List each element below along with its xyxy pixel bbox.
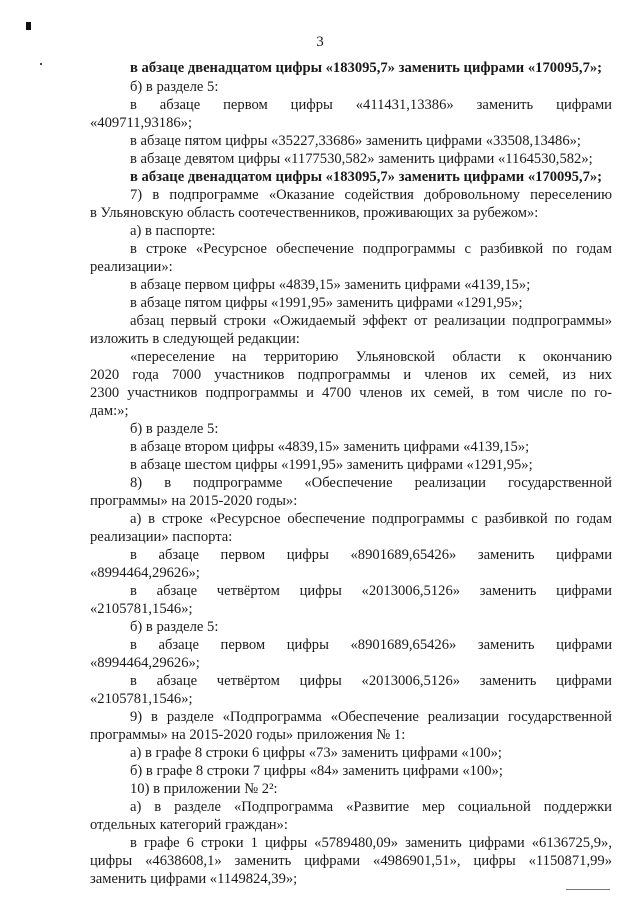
text-line: в абзаце первом цифры «8901689,65426» заменить цифрами: [130, 547, 612, 563]
text-line: в абзаце пятом цифры «35227,33686» заменить цифрами «33508,13486»;: [130, 133, 581, 149]
scan-mark: [26, 22, 31, 30]
scan-dot: [40, 63, 42, 65]
text-line: в строке «Ресурсное обеспечение подпрограммы с разбивкой по годам: [130, 241, 612, 257]
text-line: 2300 участников подпрограммы и 4700 членов их семей, в том числе по го-: [90, 385, 612, 401]
text-line: «переселение на территорию Ульяновской области к окончанию: [130, 349, 612, 365]
text-line: «8994464,29626»;: [90, 565, 200, 581]
text-line: реализации» паспорта:: [90, 529, 233, 545]
text-line: а) в графе 8 строки 6 цифры «73» заменить цифрами «100»;: [130, 745, 502, 761]
text-line: дам:»;: [90, 403, 129, 419]
text-line: 8) в подпрограмме «Обеспечение реализации государственной: [130, 475, 612, 491]
text-line: в абзаце первом цифры «411431,13386» заменить цифрами: [130, 97, 612, 113]
text-line: «2105781,1546»;: [90, 691, 193, 707]
text-line: б) в разделе 5:: [130, 619, 219, 635]
text-line: отдельных категорий граждан»:: [90, 817, 288, 833]
text-line: в абзаце четвёртом цифры «2013006,5126» заменить цифрами: [130, 583, 612, 599]
text-line: цифры «4638608,1» заменить цифрами «4986901,51», цифры «1150871,99»: [90, 853, 612, 869]
text-line: 9) в разделе «Подпрограмма «Обеспечение реализации государственной: [130, 709, 612, 725]
text-line: заменить цифрами «1149824,39»;: [90, 871, 298, 887]
text-line: в абзаце первом цифры «8901689,65426» заменить цифрами: [130, 637, 612, 653]
text-line: б) в графе 8 строки 7 цифры «84» заменить цифрами «100»;: [130, 763, 503, 779]
text-line: в абзаце втором цифры «4839,15» заменить цифрами «4139,15»;: [130, 439, 530, 455]
text-line: а) в паспорте:: [130, 223, 216, 239]
text-line: программы» на 2015-2020 годы» приложения № 1:: [90, 727, 406, 743]
text-line: абзац первый строки «Ожидаемый эффект от реализации подпрограммы»: [130, 313, 612, 329]
footer-line: [566, 889, 610, 890]
text-line: 2020 года 7000 участников подпрограммы и членов их семей, из них: [90, 367, 612, 383]
text-line: а) в разделе «Подпрограмма «Развитие мер социальной поддержки: [130, 799, 612, 815]
text-line: в абзаце двенадцатом цифры «183095,7» заменить цифрами «170095,7»;: [130, 60, 603, 76]
text-line: в абзаце девятом цифры «1177530,582» заменить цифрами «1164530,582»;: [130, 151, 593, 167]
text-line: «8994464,29626»;: [90, 655, 200, 671]
text-line: б) в разделе 5:: [130, 421, 219, 437]
text-line: в Ульяновскую область соотечественников, проживающих за рубежом»:: [90, 205, 539, 221]
text-line: программы» на 2015-2020 годы»:: [90, 493, 298, 509]
text-line: б) в разделе 5:: [130, 79, 219, 95]
text-line: а) в строке «Ресурсное обеспечение подпрограммы с разбивкой по годам: [130, 511, 612, 527]
text-line: в абзаце двенадцатом цифры «183095,7» заменить цифрами «170095,7»;: [130, 169, 603, 185]
text-line: в абзаце шестом цифры «1991,95» заменить цифрами «1291,95»;: [130, 457, 533, 473]
text-line: «2105781,1546»;: [90, 601, 193, 617]
text-line: 10) в приложении № 2²:: [130, 781, 278, 797]
text-line: реализации»:: [90, 259, 173, 275]
text-line: в абзаце четвёртом цифры «2013006,5126» заменить цифрами: [130, 673, 612, 689]
page-number: 3: [316, 34, 324, 50]
text-line: «409711,93186»;: [90, 115, 193, 131]
text-line: 7) в подпрограмме «Оказание содействия добровольному переселению: [130, 187, 612, 203]
text-line: в графе 6 строки 1 цифры «5789480,09» заменить цифрами «6136725,9»,: [130, 835, 612, 851]
text-line: в абзаце первом цифры «4839,15» заменить цифрами «4139,15»;: [130, 277, 531, 293]
text-line: изложить в следующей редакции:: [90, 331, 300, 347]
text-line: в абзаце пятом цифры «1991,95» заменить цифрами «1291,95»;: [130, 295, 523, 311]
